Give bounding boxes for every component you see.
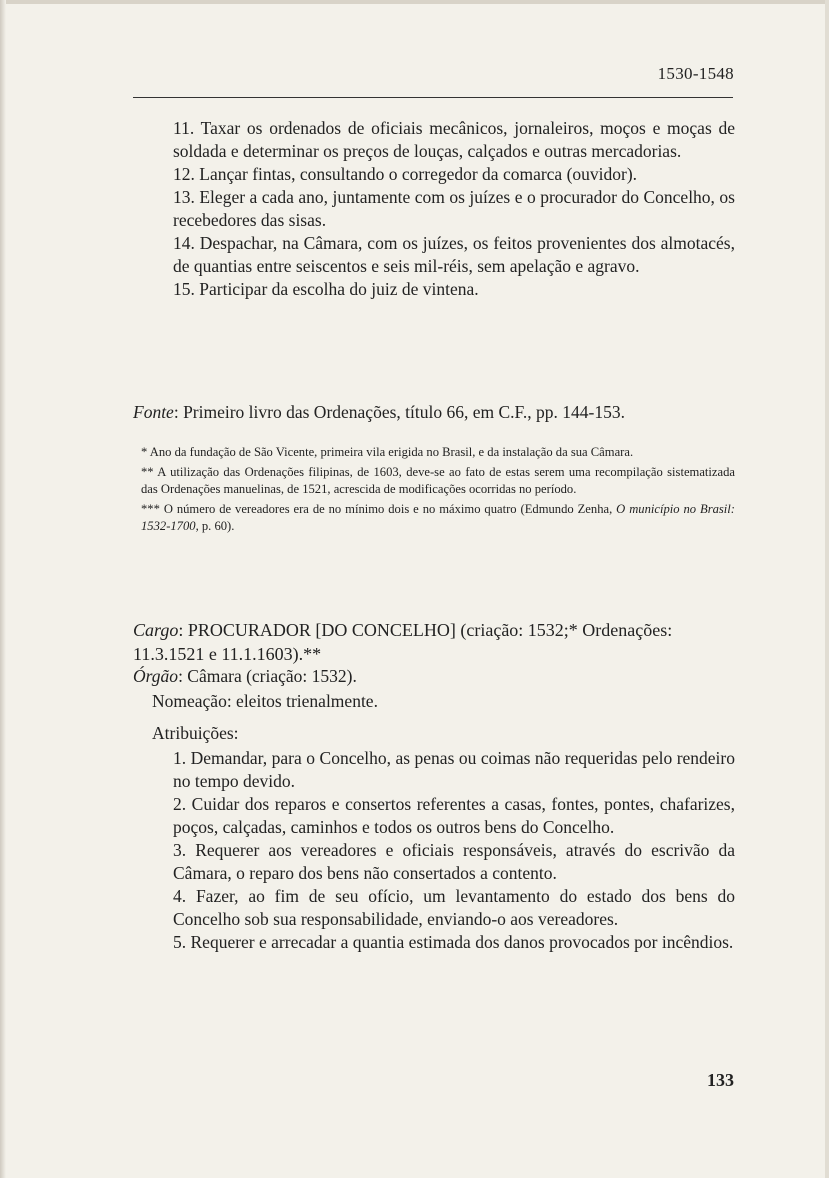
office-heading [133,618,735,666]
footnote-2: ** A utilização das Ordenações filipinas, de 1603, deve-se ao fato de estas serem uma recompilação sistematizada das Ordenações manuelinas, de 1521, acrescida de modificações ocorridas no período. [141,464,735,496]
list-item: 14. Despachar, na Câmara, com os juízes, os feitos provenientes dos almotacés, de quantias entre seiscentos e seis mil-réis, sem apelação e agravo. [173,233,735,276]
office-label: Cargo [133,620,179,640]
header-rule [133,97,733,98]
organ-text: : Câmara (criação: 1532). [178,666,357,686]
source-label: Fonte [133,402,174,422]
page-edge-right [825,0,829,1178]
footnote-3-tail: p. 60). [198,519,235,533]
list-item: 2. Cuidar dos reparos e consertos referentes a casas, fontes, pontes, chafarizes, poços, calçadas, caminhos e todos os outros bens do Concelho. [173,794,735,837]
running-header: 1530-1548 [657,64,734,83]
footnote-1: * Ano da fundação de São Vicente, primeira vila erigida no Brasil, e da instalação da sua Câmara. [141,445,634,459]
source-text: : Primeiro livro das Ordenações, título 66, em C.F., pp. 144-153. [173,402,625,422]
organ-line [133,666,735,687]
list-item: 4. Fazer, ao fim de seu ofício, um levantamento do estado dos bens do Concelho sob sua responsabilidade, enviando-o aos vereadores. [173,886,735,929]
attributions-list-procurador [173,747,735,954]
list-item: 5. Requerer e arrecadar a quantia estimada dos danos provocados por incêndios. [173,932,734,952]
list-item: 13. Eleger a cada ano, juntamente com os juízes e o procurador do Concelho, os recebedores das sisas. [173,187,735,230]
footnote-3-text: *** O número de vereadores era de no mínimo dois e no máximo quatro (Edmundo Zenha, [141,501,617,516]
source-citation [133,402,735,423]
page-edge-left [0,0,6,1178]
list-item: 12. Lançar fintas, consultando o corregedor da comarca (ouvidor). [173,164,638,184]
page-number: 133 [707,1070,734,1090]
list-item: 11. Taxar os ordenados de oficiais mecânicos, jornaleiros, moços e moças de soldada e determinar os preços de louças, calçados e outras mercadorias. [173,118,735,161]
footnote-3 [133,501,735,536]
attributions-heading: Atribuições: [152,723,239,743]
list-item: 15. Participar da escolha do juiz de vintena. [173,279,479,299]
appointment-line: Nomeação: eleitos trienalmente. [152,691,378,711]
list-item: 3. Requerer aos vereadores e oficiais responsáveis, através do escrivão da Câmara, o reparo dos bens não consertados a contento. [173,840,735,883]
office-text: : PROCURADOR [DO CONCELHO] (criação: 1532;* Ordenações: 11.3.1521 e 11.1.1603).** [133,620,673,664]
organ-label: Órgão [133,666,179,686]
page-edge-top [0,0,829,4]
footnote-3-title: O município no Brasil: 1532-1700, [141,501,735,533]
attributions-list-vereadores [173,117,735,301]
footnotes [133,444,735,538]
list-item: 1. Demandar, para o Concelho, as penas ou coimas não requeridas pelo rendeiro no tempo devido. [173,748,735,791]
